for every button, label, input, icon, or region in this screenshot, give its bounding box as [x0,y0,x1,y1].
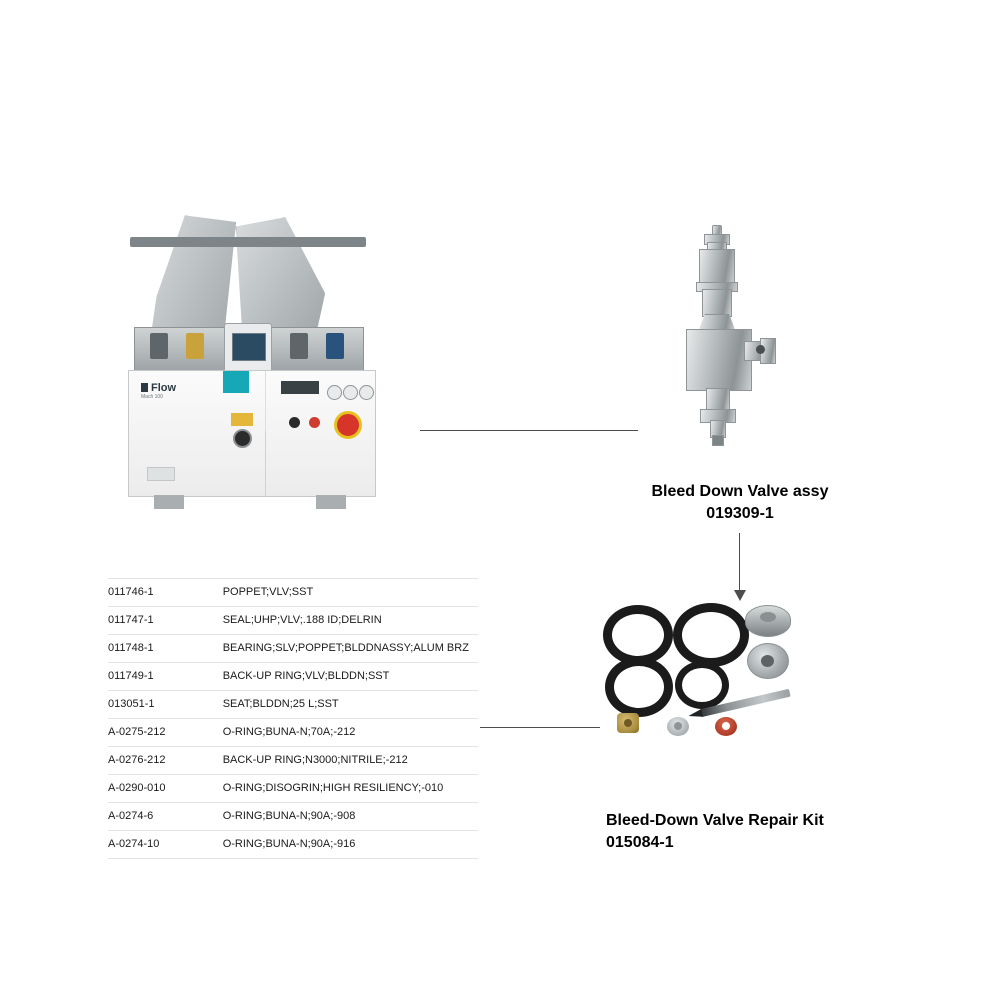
valve-tail-tip [712,435,724,446]
table-row [108,579,478,607]
red-seal-ring [715,717,737,736]
arrow-shaft-valve-to-kit [739,533,740,595]
gantry-component-2 [186,333,204,359]
valve-callout-part-number: 019309-1 [706,504,774,522]
repair-kit-callout-part-number: 015084-1 [606,833,674,851]
part-description-cell: O-RING;BUNA-N;90A;-916 [223,831,478,859]
part-description-cell: O-RING;DISOGRIN;HIGH RESILIENCY;-010 [223,775,478,803]
valve-seat-disc [745,605,791,637]
machine-hmi-screen [224,323,272,373]
back-up-ring-washer [667,717,689,736]
table-row [108,635,478,663]
table-row [108,747,478,775]
leader-line-kit [480,727,600,728]
o-ring-4 [675,661,729,709]
table-row [108,719,478,747]
bearing-sleeve-disc [747,643,789,679]
machine-cabinet [128,370,376,497]
valve-manifold-block [686,329,752,391]
part-description-cell: BACK-UP RING;N3000;NITRILE;-212 [223,747,478,775]
part-number-cell: 011748-1 [108,635,223,663]
part-description-cell: O-RING;BUNA-N;70A;-212 [223,719,478,747]
part-number-cell: 013051-1 [108,691,223,719]
part-number-cell: A-0276-212 [108,747,223,775]
machine-illustration [120,215,420,535]
gantry-component-1 [150,333,168,359]
gantry-component-3 [290,333,308,359]
gauge-3 [359,385,374,400]
part-description-cell: O-RING;BUNA-N;90A;-908 [223,803,478,831]
cabinet-vent [147,467,175,481]
brand-name: Flow [151,382,177,394]
parts-table-body [108,579,478,859]
part-number-cell: 011746-1 [108,579,223,607]
gauge-2 [343,385,358,400]
machine-foot-right [316,495,346,509]
valve-mid-body [702,289,732,317]
table-row [108,691,478,719]
table-row [108,803,478,831]
bleed-down-valve-illustration [660,225,780,455]
gauge-1 [327,385,342,400]
valve-callout-label [590,481,890,524]
table-row [108,775,478,803]
cabinet-knob [233,429,252,448]
valve-port-bore [756,345,765,354]
leader-line-valve [420,430,638,431]
part-description-cell: SEAT;BLDDN;25 L;SST [223,691,478,719]
part-number-cell: A-0275-212 [108,719,223,747]
table-row [108,663,478,691]
part-description-cell: BACK-UP RING;VLV;BLDDN;SST [223,663,478,691]
brand-model: Mach 100 [141,393,163,400]
part-description-cell: POPPET;VLV;SST [223,579,478,607]
part-number-cell: A-0274-10 [108,831,223,859]
table-row [108,831,478,859]
o-ring-3 [605,657,673,717]
machine-rail [130,237,366,247]
bronze-bearing [617,713,639,733]
parts-table [108,578,478,859]
cabinet-yellow-panel [231,413,253,426]
logo-mark-icon [141,383,148,392]
cabinet-door-seam [265,431,266,496]
o-ring-2 [673,603,749,667]
part-number-cell: A-0274-6 [108,803,223,831]
control-button-black [289,417,300,428]
control-panel-strip [281,381,319,394]
table-row [108,607,478,635]
o-ring-1 [603,605,673,665]
valve-callout-title: Bleed Down Valve assy [651,483,829,500]
part-number-cell: A-0290-010 [108,775,223,803]
brand-accent-tab [223,371,249,393]
valve-upper-body [699,249,735,285]
part-number-cell: 011749-1 [108,663,223,691]
machine-brand-logo [141,383,176,400]
gantry-component-4 [326,333,344,359]
emergency-stop-button [334,411,362,439]
part-number-cell: 011747-1 [108,607,223,635]
control-button-red [309,417,320,428]
repair-kit-illustration [595,595,800,760]
repair-kit-callout-title: Bleed-Down Valve Repair Kit [606,812,824,829]
part-description-cell: SEAL;UHP;VLV;.188 ID;DELRIN [223,607,478,635]
part-description-cell: BEARING;SLV;POPPET;BLDDNASSY;ALUM BRZ [223,635,478,663]
machine-foot-left [154,495,184,509]
repair-kit-callout-label [606,810,936,853]
